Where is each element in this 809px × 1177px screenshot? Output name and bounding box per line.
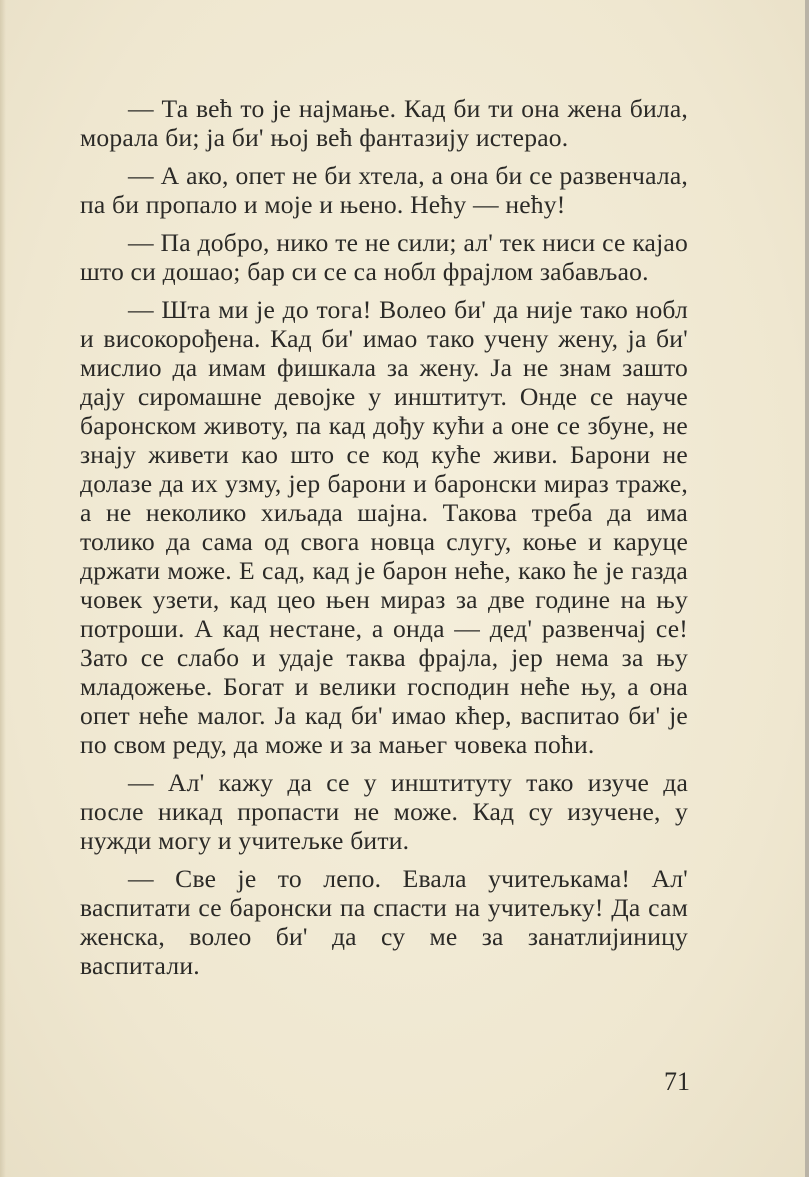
- paragraph: — Шта ми је до тога! Волео би' да није тако нобл и високорођена. Кад би' имао тако учену жену, ја би' мислио да имам фишкала за жену. Ја не знам зашто дају сиромашне девојке у инштитут. Онде се науче баронском животу, па кад дођу кући а оне се збуне, не знају живети као што се код куће живи. Барони не долазе да их узму, јер барони и баронски мираз траже, а не неколико хиљада шајна. Такова треба да има толико да сама од свога новца слугу, коње и каруце држати може. Е сад, кад је барон неће, како ће је газда човек узети, кад цео њен мираз за две године на њу потроши. А кад нестане, а онда — дед' развенчај се! Зато се слабо и удаје таква фрајла, јер нема за њу младожење. Богат и велики господин неће њу, а она опет неће малог. Ја кад би' имао кћер, васпитао би' је по свом реду, да може и за мањег човека поћи.: [80, 295, 688, 759]
- paragraph: — Све је то лепо. Евала учитељкама! Ал' васпитати се баронски па спасти на учитељку! Да сам женска, волео би' да су ме за занатлијиницу васпитали.: [80, 864, 688, 980]
- text-block: [80, 94, 688, 989]
- paragraph: — Ал' кажу да се у инштитуту тако изуче да после никад пропасти не може. Кад су изучене, у нужди могу и учитељке бити.: [80, 768, 688, 855]
- page-number: 71: [664, 1067, 690, 1096]
- paragraph: — А ако, опет не би хтела, а она би се развенчала, па би пропало и моје и њено. Нећу — нећу!: [80, 161, 688, 219]
- paragraph: — Та већ то је најмање. Кад би ти она жена била, морала би; ја би' њој већ фантазију истерао.: [80, 94, 688, 152]
- page-spine-shadow: [0, 0, 6, 1177]
- page-edge: [805, 0, 809, 1177]
- paragraph: — Па добро, нико те не сили; ал' тек ниси се кајао што си дошао; бар си се са нобл фрајлом забављао.: [80, 228, 688, 286]
